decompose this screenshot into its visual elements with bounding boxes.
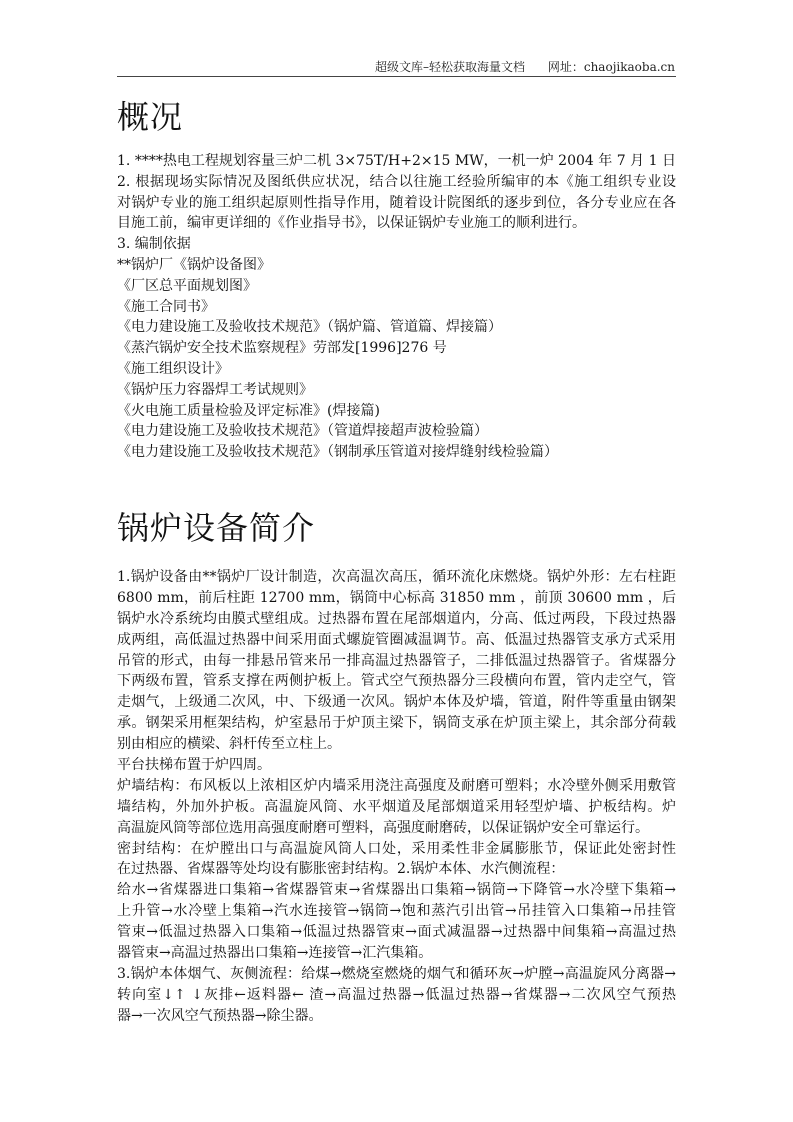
text-line: 目施工前，编审更详细的《作业指导书》，以保证锅炉专业施工的顺利进行。	[117, 215, 586, 232]
text-line: 1. ****热电工程规划容量三炉二机 3×75T/H+2×15 MW，一机一炉 2004 年 7 月 1 日	[117, 153, 676, 169]
text-line: 3. 编制依据	[117, 236, 191, 253]
header-divider	[117, 76, 676, 77]
text-line: 器管束→高温过热器出口集箱→连接管→汇汽集箱。	[117, 945, 433, 962]
text-line: 器→一次风空气预热器→除尘器。	[117, 1007, 323, 1024]
section-title-overview: 概况	[117, 98, 184, 136]
text-line: 《施工合同书》	[117, 298, 215, 315]
boiler-equipment-body	[117, 567, 676, 1027]
text-line: 高温旋风筒等部位选用高强度耐磨可塑料，高强度耐磨砖，以保证锅炉安全可靠运行。	[117, 819, 649, 836]
header-site-name: 超级文库–轻松获取海量文档	[374, 60, 525, 74]
text-line: 《蒸汽锅炉安全技术监察规程》劳部发[1996]276 号	[117, 340, 447, 357]
text-line: 下两级布置，管系支撑在两侧护板上。管式空气预热器分三段横向布置，管内走空气，管	[117, 673, 676, 690]
text-line: 1.锅炉设备由**锅炉厂设计制造，次高温次高压，循环流化床燃烧。锅炉外形：左右柱距	[117, 569, 676, 585]
text-line: 平台扶梯布置于炉四周。	[117, 757, 271, 774]
text-line: 转向室↓↑ ↓灰排←返料器← 渣→高温过热器→低温过热器→省煤器→二次风空气预热	[117, 986, 676, 1003]
text-line: 吊管的形式，由每一排悬吊管来吊一排高温过热器管子，二排低温过热器管子。省煤器分	[117, 652, 676, 669]
text-line: 《厂区总平面规划图》	[117, 277, 257, 294]
text-line: 2. 根据现场实际情况及图纸供应状况，结合以往施工经验所编审的本《施工组织专业设	[117, 173, 676, 190]
text-line: 给水→省煤器进口集箱→省煤器管束→省煤器出口集箱→锅筒→下降管→水冷壁下集箱→	[117, 882, 676, 899]
text-line: 墙结构，外加外护板。高温旋风筒、水平烟道及尾部烟道采用轻型炉墙、护板结构。炉	[117, 798, 676, 815]
text-line: 6800 mm，前后柱距 12700 mm，锅筒中心标高 31850 mm ，前顶 30600 mm ，后	[117, 589, 676, 606]
text-line: 炉墙结构：布风板以上浓相区炉内墙采用浇注高强度及耐磨可塑料；水冷壁外侧采用敷管	[117, 777, 676, 794]
text-line: 《电力建设施工及验收技术规范》（管道焊接超声波检验篇）	[117, 423, 488, 440]
text-line: 《火电施工质量检验及评定标准》(焊接篇)	[117, 402, 380, 419]
section-title-boiler-equipment: 锅炉设备简介	[117, 509, 316, 547]
text-line: 承。钢架采用框架结构，炉室悬吊于炉顶主梁下，锅筒支承在炉顶主梁上，其余部分荷载	[117, 715, 676, 732]
text-line: 上升管→水冷壁上集箱→汽水连接管→锅筒→饱和蒸汽引出管→吊挂管入口集箱→吊挂管	[117, 903, 676, 920]
header-url: 网址：chaojikaoba.cn	[547, 60, 675, 74]
text-line: 对锅炉专业的施工组织起原则性指导作用，随着设计院图纸的逐步到位，各分专业应在各	[117, 194, 676, 211]
overview-body	[117, 151, 676, 463]
text-line: 别由相应的横梁、斜杆传至立柱上。	[117, 736, 341, 753]
text-line: 管束→低温过热器入口集箱→低温过热器管束→面式减温器→过热器中间集箱→高温过热	[117, 924, 676, 941]
page-header	[375, 58, 675, 75]
text-line: 《电力建设施工及验收技术规范》（钢制承压管道对接焊缝射线检验篇）	[117, 444, 558, 461]
text-line: 《电力建设施工及验收技术规范》（锅炉篇、管道篇、焊接篇）	[117, 319, 502, 336]
text-line: 《施工组织设计》	[117, 360, 229, 377]
text-line: 《锅炉压力容器焊工考试规则》	[117, 381, 313, 398]
text-line: **锅炉厂《锅炉设备图》	[117, 256, 271, 273]
text-line: 成两组，高低温过热器中间采用面式螺旋管圈减温调节。高、低温过热器管支承方式采用	[117, 631, 676, 648]
text-line: 走烟气，上级通二次风，中、下级通一次风。锅炉本体及炉墙，管道，附件等重量由钢架	[117, 694, 676, 711]
text-line: 在过热器、省煤器等处均设有膨胀密封结构。2.锅炉本体、水汽侧流程：	[117, 861, 565, 878]
text-line: 3.锅炉本体烟气、灰侧流程：给煤→燃烧室燃烧的烟气和循环灰→炉膛→高温旋风分离器→	[117, 965, 676, 982]
text-line: 锅炉水冷系统均由膜式壁组成。过热器布置在尾部烟道内，分高、低过两段，下段过热器	[117, 610, 676, 627]
text-line: 密封结构：在炉膛出口与高温旋风筒人口处，采用柔性非金属膨胀节，保证此处密封性	[117, 840, 676, 857]
